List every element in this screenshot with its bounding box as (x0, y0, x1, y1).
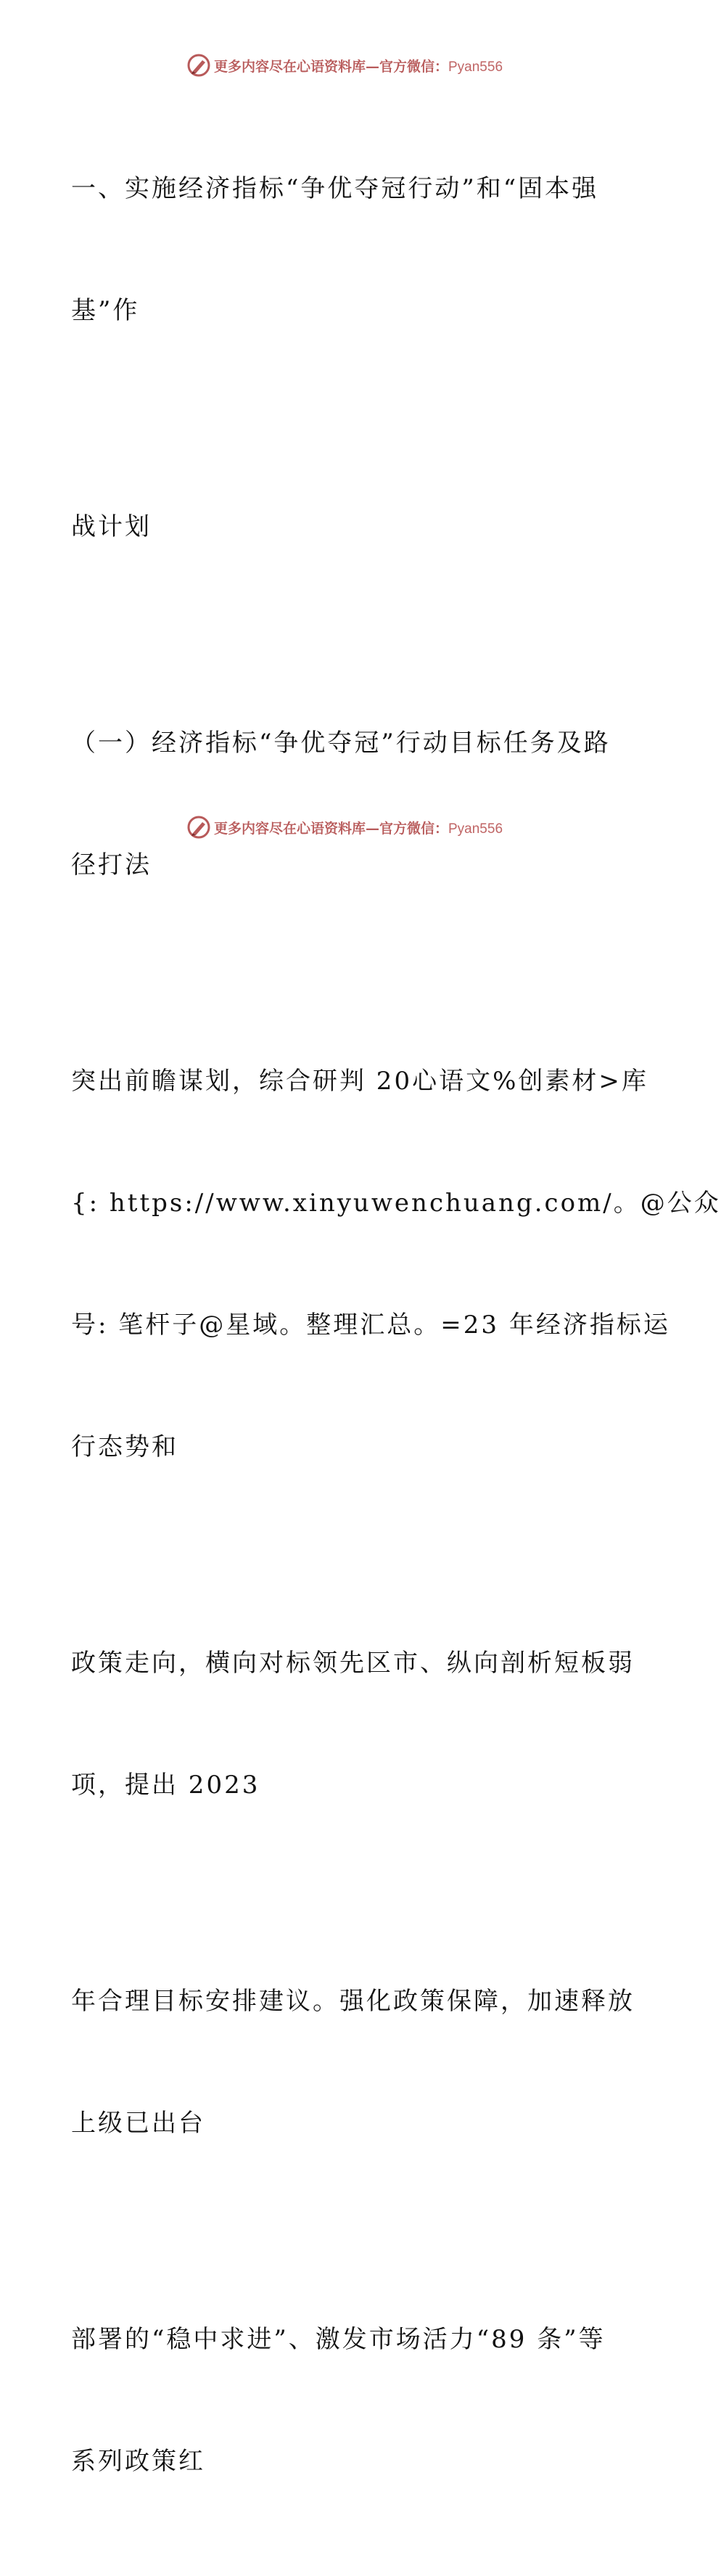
paragraph-6 (71, 1900, 635, 2225)
paragraph-1 (71, 87, 622, 412)
text-line: 上级已出台 (71, 2109, 205, 2138)
paragraph-2 (71, 425, 622, 628)
document-body (71, 87, 721, 2576)
text-line: 一、实施经济指标“争优夺冠行动”和“固本强 (71, 174, 599, 203)
pen-logo-icon (186, 815, 211, 840)
text-line: 政策走向，横向对标领先区市、纵向剖析短板弱 (71, 1649, 635, 1678)
text-line: 系列政策红 (71, 2447, 205, 2476)
paragraph-5 (71, 1562, 635, 1887)
watermark-text: 更多内容尽在心语资料库—官方微信：Pyan556 (213, 820, 503, 837)
text-line: （一）经济指标“争优夺冠”行动目标任务及路 (71, 729, 611, 758)
pen-logo-icon (186, 53, 211, 78)
text-line: 行态势和 (71, 1432, 178, 1461)
text-line: 年合理目标安排建议。强化政策保障，加速释放 (71, 1987, 635, 2016)
text-line: 径打法 (71, 850, 152, 879)
text-line: 战计划 (71, 512, 152, 541)
text-line: 号: 笔杆子@星域。整理汇总。=23 年经济指标运 (71, 1310, 670, 1340)
header-watermark (0, 51, 689, 80)
text-line: {: https://www.xinyuwenchuang.com/。@公众 (71, 1189, 721, 1218)
footer-watermark (0, 813, 689, 842)
paragraph-7 (71, 2238, 622, 2563)
text-line: 项，提出 2023 (71, 1771, 260, 1800)
paragraph-3 (71, 641, 622, 967)
text-line: 基”作 (71, 296, 140, 325)
paragraph-4 (71, 980, 721, 1549)
text-line: 突出前瞻谋划，综合研判 20心语文%创素材>库 (71, 1067, 648, 1096)
text-line: 部署的“稳中求进”、激发市场活力“89 条”等 (71, 2325, 606, 2354)
watermark-text: 更多内容尽在心语资料库—官方微信：Pyan556 (213, 58, 503, 75)
